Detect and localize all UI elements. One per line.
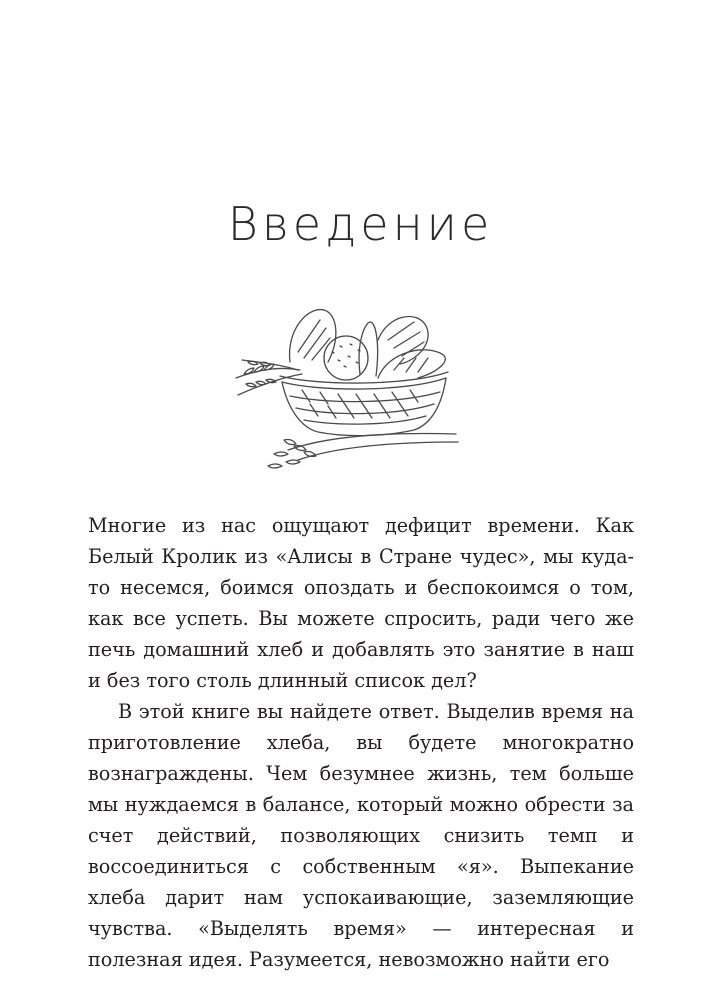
bread-basket-icon [228,300,468,480]
paragraph-2: В этой книге вы найдете ответ. Выделив время на приготовление хлеба, вы будете многократно вознаграждены. Чем безумнее жизнь, тем больше мы нуждаемся в балансе, который можно обрести за счет действий, позволяющих снизить темп и воссоединиться с собственным «я». Выпекание хлеба дарит нам успокаивающие, заземляющие чувства. «Выделять время» — интересная и полезная идея. Разумеется, невозможно найти его [88,700,634,971]
body-text [88,510,634,975]
chapter-title: Введение [227,197,494,251]
paragraph-1: Многие из нас ощущают дефицит времени. Как Белый Кролик из «Алисы в Стране чудес», мы куда-то несемся, боимся опоздать и беспокоимся о том, как все успеть. Вы можете спросить, ради чего же печь домашний хлеб и добавлять это занятие в наш и без того столь длинный список дел? [88,514,634,692]
